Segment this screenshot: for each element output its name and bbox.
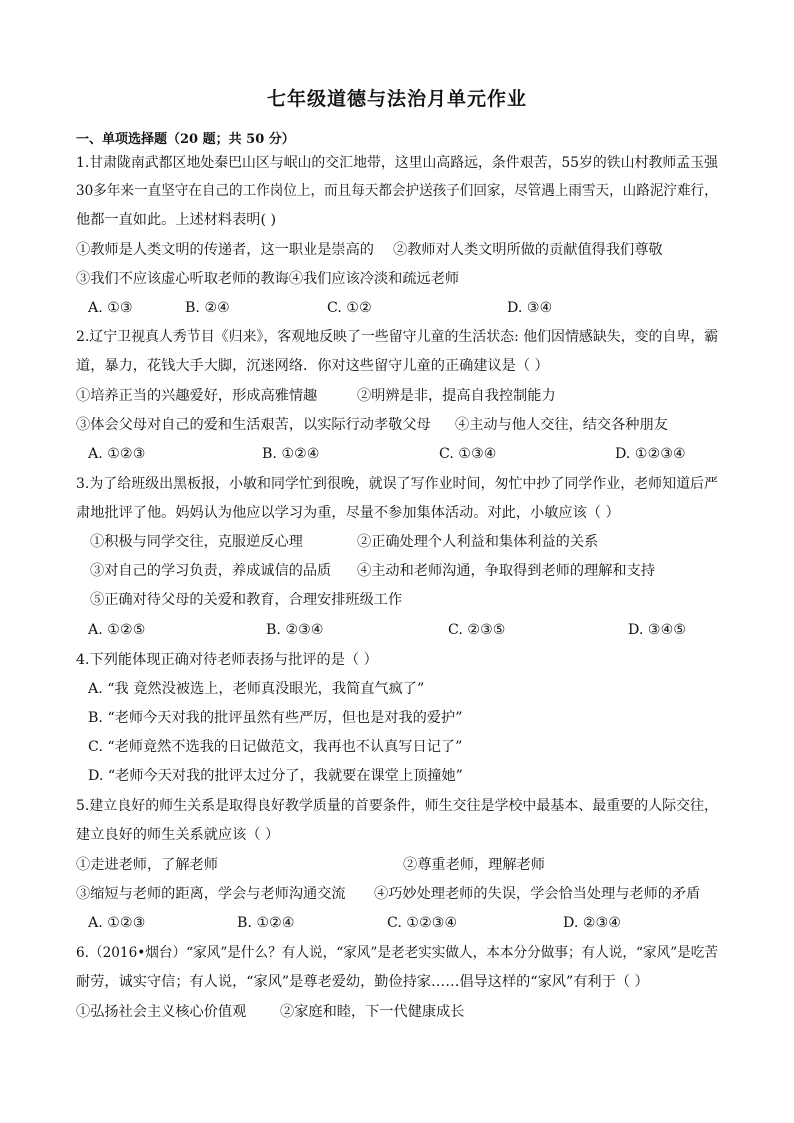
q1-stem-line-1: 1.甘肃陇南武都区地处秦巴山区与岷山的交汇地带，这里山高路远，条件艰苦，55岁的铁山村教师孟玉强 [76, 155, 718, 171]
q5-statements-row-1 [0, 855, 794, 875]
q1-option-c: C. ①② [327, 300, 372, 316]
q6-statement-2: ②家庭和睦，下一代健康成长 [280, 1004, 465, 1020]
q5-statement-3: ③缩短与老师的距离，学会与老师沟通交流 [76, 886, 346, 902]
q4-option-c: C. “老师竟然不选我的日记做范文，我再也不认真写日记了” [88, 739, 463, 755]
q1-statement-3: ③我们不应该虚心听取老师的教诲④我们应该冷淡和疏远老师 [76, 271, 460, 287]
q3-stem-line-2: 肃地批评了他。妈妈认为他应以学习为重，尽量不参加集体活动。对此，小敏应该（ ） [76, 505, 620, 521]
q4-option-a: A. “我 竟然没被选上，老师真没眼光，我简直气疯了” [88, 681, 425, 697]
q2-stem-line-1: 2.辽宁卫视真人秀节目《归来》，客观地反映了一些留守儿童的生活状态: 他们因情感缺失，变的自卑，霸 [76, 329, 719, 345]
q1-stem-line-2: 30多年来一直坚守在自己的工作岗位上，而且每天都会护送孩子们回家，尽管遇上雨雪天，山路泥泞难行， [76, 183, 718, 199]
q1-stem-line-3: 他都一直如此。上述材料表明( ) [76, 212, 277, 228]
q1-option-b: B. ②④ [185, 300, 230, 316]
q3-statement-3: ③对自己的学习负责，养成诚信的品质 [90, 563, 332, 579]
q3-option-d: D. ③④⑤ [628, 622, 687, 638]
q3-statement-2: ②正确处理个人利益和集体利益的关系 [357, 534, 599, 550]
q6-stem-line-1: 6.（2016•烟台）“家风”是什么？有人说，“家风”是老老实实做人，本本分分做事；有人说，“家风”是吃苦 [76, 945, 719, 961]
q3-statement-5: ⑤正确对待父母的关爱和教育，合理安排班级工作 [90, 592, 403, 608]
q2-statements-row-2 [0, 415, 794, 435]
q5-option-b: B. ①②④ [237, 915, 295, 931]
q5-statements-row-2 [0, 884, 794, 904]
q3-statement-1: ①积极与同学交往，克服逆反心理 [90, 534, 303, 550]
q2-option-d: D. ①②③④ [615, 446, 686, 462]
q3-option-a: A. ①②⑤ [88, 622, 146, 638]
q3-options-row [0, 620, 794, 640]
q5-options-row [0, 913, 794, 933]
q1-statements-row-1 [0, 240, 794, 260]
q2-options-row [0, 444, 794, 464]
q1-option-a: A. ①③ [88, 300, 133, 316]
q6-stem-line-2: 耐劳，诚实守信；有人说，“家风”是尊老爱幼，勤俭持家……倡导这样的“家风”有利于（ ） [76, 974, 649, 990]
q5-statement-1: ①走进老师，了解老师 [76, 857, 218, 873]
q2-statement-3: ③体会父母对自己的爱和生活艰苦，以实际行动孝敬父母 [76, 417, 431, 433]
q5-option-d: D. ②③④ [563, 915, 622, 931]
q4-option-d: D. “老师今天对我的批评太过分了，我就要在课堂上顶撞她” [88, 768, 463, 784]
section-heading: 一、单项选择题（20 题；共 50 分） [76, 132, 295, 147]
q1-statement-1: ①教师是人类文明的传递者，这一职业是崇高的 [76, 242, 374, 258]
q3-option-b: B. ②③④ [266, 622, 324, 638]
q2-option-c: C. ①③④ [439, 446, 497, 462]
q3-statements-row-1 [0, 532, 794, 552]
q3-stem-line-1: 3.为了给班级出黑板报，小敏和同学忙到很晚，就误了写作业时间，匆忙中抄了同学作业，老师知道后严 [76, 476, 719, 492]
q3-statements-row-2 [0, 561, 794, 581]
q2-option-a: A. ①②③ [88, 446, 146, 462]
q5-statement-2: ②尊重老师，理解老师 [403, 857, 545, 873]
q2-statement-2: ②明辨是非，提高自我控制能力 [357, 388, 556, 404]
q5-stem-line-1: 5.建立良好的师生关系是取得良好教学质量的首要条件，师生交往是学校中最基本、最重要的人际交往， [76, 798, 719, 814]
q5-option-c: C. ①②③④ [387, 915, 458, 931]
page-title: 七年级道德与法治月单元作业 [266, 88, 527, 110]
q5-stem-line-2: 建立良好的师生关系就应该（ ） [76, 827, 280, 843]
q2-statement-4: ④主动与他人交往，结交各种朋友 [455, 417, 668, 433]
q2-statements-row-1 [0, 386, 794, 406]
q1-statement-2: ②教师对人类文明所做的贡献值得我们尊敬 [393, 242, 663, 258]
q5-option-a: A. ①②③ [88, 915, 146, 931]
q3-statement-4: ④主动和老师沟通，争取得到老师的理解和支持 [357, 563, 655, 579]
q6-statement-1: ①弘扬社会主义核心价值观 [76, 1004, 247, 1020]
q1-option-d: D. ③④ [507, 300, 553, 316]
q1-options-row [0, 298, 794, 318]
q2-statement-1: ①培养正当的兴趣爱好，形成高雅情趣 [76, 388, 318, 404]
q2-stem-line-2: 道，暴力，花钱大手大脚，沉迷网络．你对这些留守儿童的正确建议是（ ） [76, 358, 549, 374]
q2-option-b: B. ①②④ [262, 446, 320, 462]
q4-option-b: B. “老师今天对我的批评虽然有些严厉，但也是对我的爱护” [88, 710, 463, 726]
q6-statements-row-1 [0, 1002, 794, 1022]
q5-statement-4: ④巧妙处理老师的失误，学会恰当处理与老师的矛盾 [374, 886, 701, 902]
q4-stem-line-1: 4.下列能体现正确对待老师表扬与批评的是（ ） [76, 652, 378, 668]
q3-option-c: C. ②③⑤ [448, 622, 506, 638]
